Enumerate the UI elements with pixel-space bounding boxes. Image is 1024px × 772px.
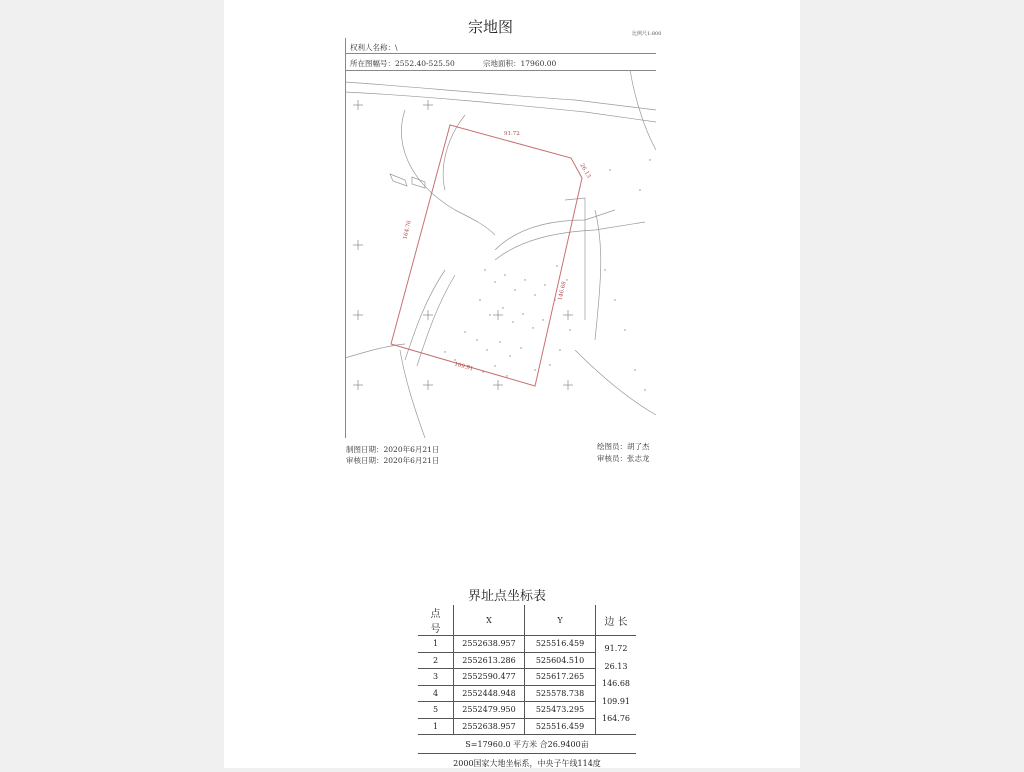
point-no: 2 <box>418 652 454 669</box>
edge-label-1-2: 91.72 <box>504 131 520 137</box>
point-x: 2552638.957 <box>454 636 525 653</box>
edge-label-2-3: 26.13 <box>578 163 591 180</box>
edge-label-4-5: 109.91 <box>454 361 474 372</box>
point-y: 525473.295 <box>525 702 596 719</box>
point-no: 4 <box>418 685 454 702</box>
review-date: 审核日期：2020年6月21日 <box>346 455 439 466</box>
coordinate-system-note: 2000国家大地坐标系，中央子午线114度 <box>418 754 636 772</box>
map-title: 宗地图 <box>468 16 513 37</box>
parcel-boundary <box>391 125 582 386</box>
edge-length: 91.72 <box>602 644 630 662</box>
point-y: 525604.510 <box>525 652 596 669</box>
point-y: 525516.459 <box>525 636 596 653</box>
drafter-label: 绘图员：胡了杰 <box>597 441 650 452</box>
header-divider <box>345 53 656 54</box>
point-no: 5 <box>418 702 454 719</box>
header-y: Y <box>525 605 596 636</box>
header-point-no: 点 号 <box>418 605 454 636</box>
owner-label: 权利人名称：\ <box>350 42 398 53</box>
edge-length: 164.76 <box>602 714 630 732</box>
point-x: 2552590.477 <box>454 669 525 686</box>
parcel-area-label: 宗地面积：17960.00 <box>483 58 556 69</box>
point-x: 2552479.950 <box>454 702 525 719</box>
coordinate-table-title: 界址点坐标表 <box>468 585 546 604</box>
edge-length: 109.91 <box>602 697 630 715</box>
edge-label-5-1: 164.76 <box>403 220 413 240</box>
point-y: 525617.265 <box>525 669 596 686</box>
made-date: 制图日期：2020年6月21日 <box>346 444 439 455</box>
point-no: 3 <box>418 669 454 686</box>
coordinate-table <box>418 605 636 772</box>
point-no: 1 <box>418 636 454 653</box>
point-x: 2552638.957 <box>454 718 525 735</box>
sheet-number-label: 所在图幅号：2552.40-525.50 <box>350 58 455 69</box>
header-edge-length: 边 长 <box>596 605 637 636</box>
edge-length: 146.68 <box>602 679 630 697</box>
point-x: 2552448.948 <box>454 685 525 702</box>
scale-note: 比例尺1:800 <box>632 30 661 37</box>
header-x: X <box>454 605 525 636</box>
point-y: 525516.459 <box>525 718 596 735</box>
point-y: 525578.738 <box>525 685 596 702</box>
edge-length: 26.13 <box>602 662 630 680</box>
edge-label-3-4: 146.68 <box>558 281 568 301</box>
edge-length-column <box>596 636 637 735</box>
point-x: 2552613.286 <box>454 652 525 669</box>
area-summary: S=17960.0 平方米 合26.9400亩 <box>418 735 636 754</box>
parcel-map <box>345 70 656 438</box>
point-no: 1 <box>418 718 454 735</box>
checker-label: 审核员：张志龙 <box>597 453 650 464</box>
